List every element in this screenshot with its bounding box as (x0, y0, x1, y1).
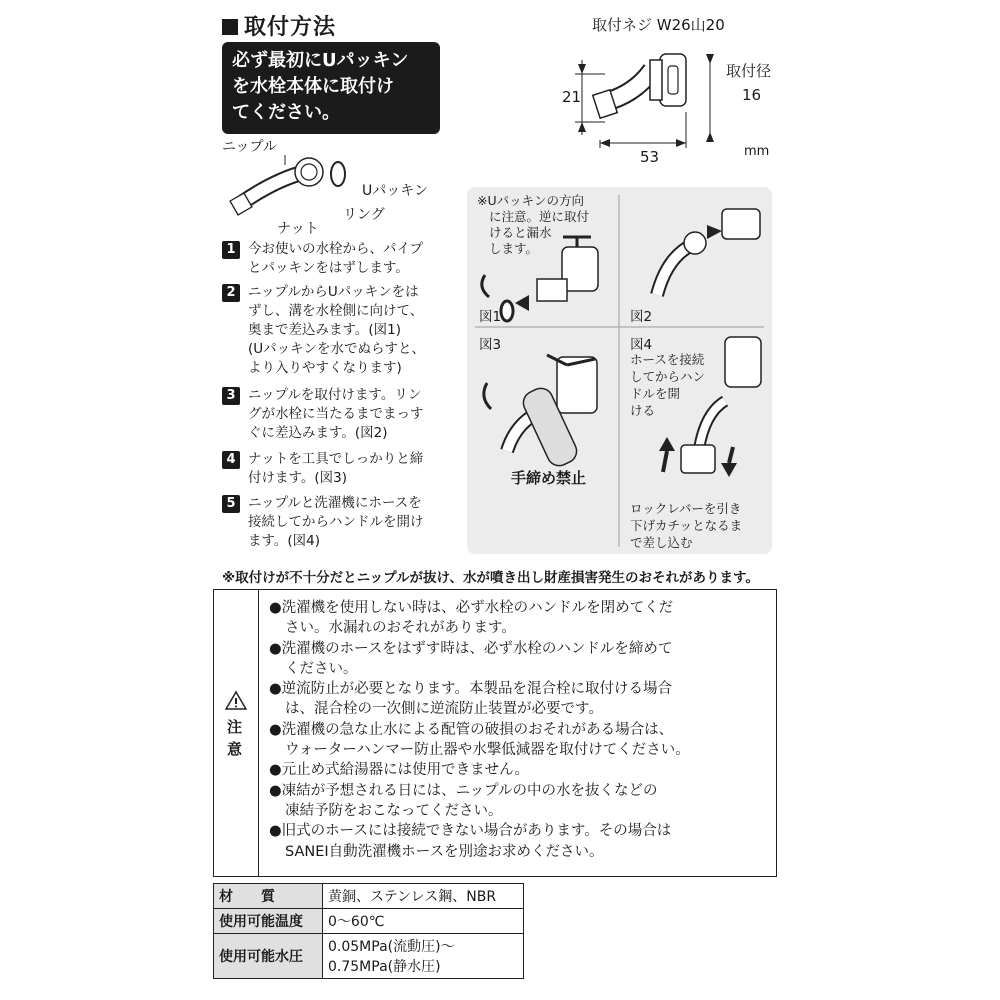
spec-label: 材 質 (214, 884, 323, 909)
fig1-note-line: に注意。逆に取付 (489, 209, 590, 224)
step-line: ナットを工具でしっかりと締 (248, 451, 424, 467)
step-line: ずし、溝を水栓側に向けて、 (248, 303, 424, 319)
spec-value: 黄銅、ステンレス鋼、NBR (323, 884, 524, 909)
fig4-bottom-line: 下げカチッとなるま (630, 518, 743, 533)
step-line: 付けます。(図3) (248, 470, 348, 486)
step-number: 5 (222, 495, 240, 513)
fig4-bottom-note (630, 500, 742, 551)
parts-exploded-drawing (225, 150, 365, 220)
part-u-packing-label: Uパッキン (362, 183, 429, 199)
spec-value: 0〜60℃ (323, 909, 524, 934)
fig1-note-line: ※Uパッキンの方向 (477, 193, 584, 208)
fig4-note-line: ドルを開 (630, 386, 681, 401)
fig1-note-line: けると漏水 (489, 225, 552, 240)
step-item (222, 283, 467, 378)
caution-label (227, 716, 242, 760)
spec-row (214, 934, 524, 979)
step-line: 奥まで差込みます。(図1) (248, 322, 402, 338)
wrench-drawing (484, 355, 597, 470)
step-item (222, 450, 467, 488)
spec-label: 使用可能水圧 (214, 934, 323, 979)
caution-item: ●元止め式給湯器には使用できません。 (269, 762, 530, 779)
step-number: 4 (222, 451, 240, 469)
fig4-note-line: ける (630, 403, 656, 418)
step-line: 接続してからハンドルを開け (248, 514, 424, 530)
step-line: ニップルと洗濯機にホースを (248, 495, 422, 511)
fig1-note-line: します。 (489, 241, 539, 256)
spec-label: 使用可能温度 (214, 909, 323, 934)
caution-label-char: 注 (227, 718, 243, 736)
step-line: ニップルを取付けます。リン (248, 387, 422, 403)
section-title: 取付方法 (222, 10, 336, 41)
caution-item: ●逆流防止が必要となります。本製品を混合栓に取付ける場合 は、混合栓の一次側に逆流防止装置が必要です。 (269, 681, 672, 718)
notice-line: を水栓本体に取付け (232, 76, 394, 97)
step-number: 2 (222, 284, 240, 302)
fig4-label: 図4 (630, 337, 653, 353)
fig1-label: 図1 (479, 309, 502, 325)
step-line: グが水栓に当たるまでまっす (248, 406, 424, 422)
fig4-bottom-line: ロックレバーを引き (630, 501, 742, 516)
mount-dia-label: 取付径 (726, 62, 772, 80)
spec-row (214, 909, 524, 934)
caution-list (269, 598, 774, 862)
step-line: 今お使いの水栓から、パイプ (248, 241, 424, 257)
fig4-note (630, 351, 705, 419)
figure-panel (467, 187, 772, 554)
caution-side (214, 590, 259, 876)
step-line: より入りやすくなります) (248, 360, 402, 376)
fig4-note-line: してからハン (630, 369, 706, 384)
fig4-bottom-line: で差し込む (630, 535, 693, 550)
fig3-note: 手締め禁止 (511, 469, 587, 487)
caution-item: ●凍結が予想される日には、ニップルの中の水を抜くなどの 凍結予防をおこなってください。 (269, 782, 658, 819)
caution-item: ●洗濯機を使用しない時は、必ず水栓のハンドルを閉めてくだ さい。水漏れのおそれがあります。 (269, 600, 674, 637)
step-item (222, 240, 467, 278)
thread-spec: 取付ネジ W26山20 (592, 16, 725, 34)
caution-item: ●旧式のホースには接続できない場合があります。その場合は SANEI自動洗濯機ホースを別途お求めください。 (269, 823, 672, 860)
step-line: ぐに差込みます。(図2) (248, 425, 388, 441)
step-number: 1 (222, 241, 240, 259)
nipple-insert-drawing (657, 209, 760, 295)
fig2-label: 図2 (630, 309, 653, 325)
caution-box (213, 589, 777, 877)
notice-line: てください。 (232, 102, 340, 123)
mount-dia-value: 16 (742, 86, 762, 104)
step-item (222, 494, 467, 551)
fig4-note-line: ホースを接続 (630, 352, 705, 367)
step-line: とパッキンをはずします。 (248, 260, 409, 276)
height-value: 21 (562, 88, 582, 106)
warning-triangle-icon (225, 690, 247, 710)
caution-item: ●洗濯機のホースをはずす時は、必ず水栓のハンドルを締めて ください。 (269, 640, 673, 677)
unit-label: mm (744, 144, 770, 159)
part-nut-label: ナット (277, 221, 319, 237)
fig3-label: 図3 (479, 337, 502, 353)
warning-line: ※取付けが不十分だとニップルが抜け、水が噴き出し財産損害発生のおそれがあります。 (222, 570, 759, 586)
caution-label-char: 意 (227, 740, 243, 758)
steps-list (222, 240, 467, 560)
spec-table (213, 883, 524, 979)
part-nipple-label: ニップル (222, 139, 277, 155)
step-line: (Uパッキンを水でぬらすと、 (248, 341, 426, 357)
part-ring-label: リング (343, 207, 385, 223)
step-number: 3 (222, 387, 240, 405)
length-value: 53 (640, 148, 660, 166)
spec-row (214, 884, 524, 909)
nipple-dimension-drawing (560, 40, 730, 165)
step-item (222, 386, 467, 443)
notice-line: 必ず最初にUパッキン (232, 50, 409, 71)
fig1-note (477, 193, 589, 257)
spec-value: 0.05MPa(流動圧)〜 0.75MPa(静水圧) (323, 934, 524, 979)
notice-box (222, 42, 440, 134)
caution-item: ●洗濯機の急な止水による配管の破損のおそれがある場合は、 ウォーターハンマー防止器や水撃低減器を取付けてください。 (269, 721, 690, 759)
step-line: ます。(図4) (248, 533, 321, 549)
step-line: ニップルからUパッキンをは (248, 284, 419, 300)
